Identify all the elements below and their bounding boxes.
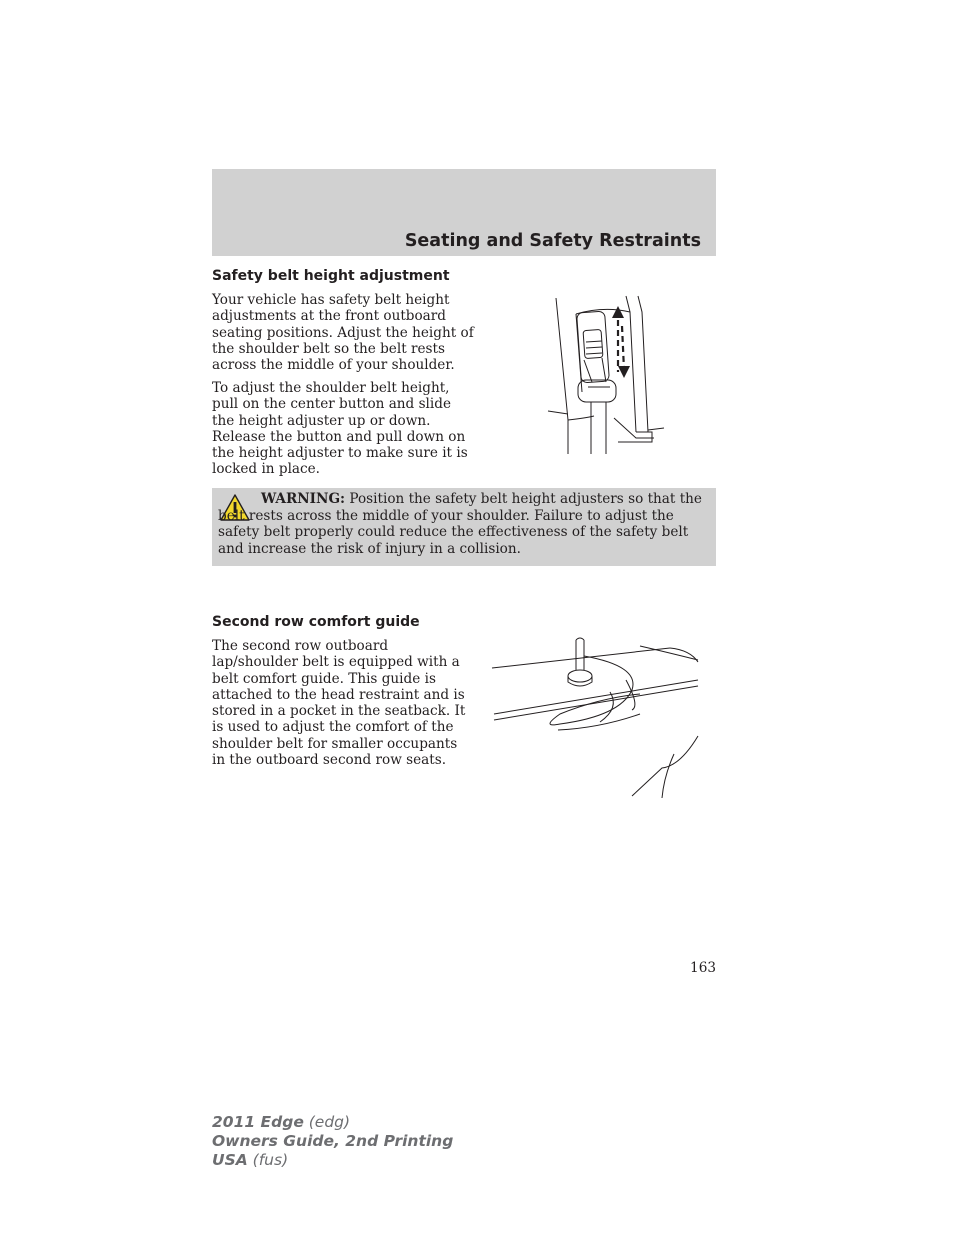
section-title: Seating and Safety Restraints <box>404 231 701 251</box>
comfort-guide-illustration <box>490 636 700 800</box>
footer-line-model: 2011 Edge (edg) <box>212 1113 351 1131</box>
paragraph-height-intro: Your vehicle has safety belt height adjustments at the front outboard seating positions. Adjust the height of the shoulder belt so the belt rests across the middle of your shoulder. <box>212 292 474 374</box>
warning-paragraph <box>218 491 704 557</box>
warning-box <box>212 488 716 566</box>
warning-label: WARNING: <box>261 491 346 507</box>
heading-safety-belt-height: Safety belt height adjustment <box>212 268 450 284</box>
footer-line-guide: Owners Guide, 2nd Printing <box>212 1132 454 1150</box>
paragraph-comfort-guide: The second row outboard lap/shoulder belt is equipped with a belt comfort guide. This guide is attached to the head restraint and is stored in a pocket in the seatback. It is used to adjust the comfort of the shoulder belt for smaller occupants in the outboard second row seats. <box>212 638 466 769</box>
footer-line-market: USA (fus) <box>212 1151 289 1169</box>
document-footer <box>212 1113 453 1170</box>
paragraph-height-instructions: To adjust the shoulder belt height, pull on the center button and slide the height adjuster up or down. Release the button and pull down on the height adjuster to make sure it is locked in place. <box>212 380 468 478</box>
belt-height-adjuster-illustration <box>546 292 670 456</box>
heading-second-row-comfort-guide: Second row comfort guide <box>212 614 420 630</box>
warning-text: Position the safety belt height adjusters so that the belt rests across the middle of your shoulder. Failure to adjust the safety belt properly could reduce the effectiveness of the safety belt and increase the risk of injury in a collision. <box>218 491 702 557</box>
page-number: 163 <box>690 960 716 976</box>
section-header-band <box>212 169 716 256</box>
